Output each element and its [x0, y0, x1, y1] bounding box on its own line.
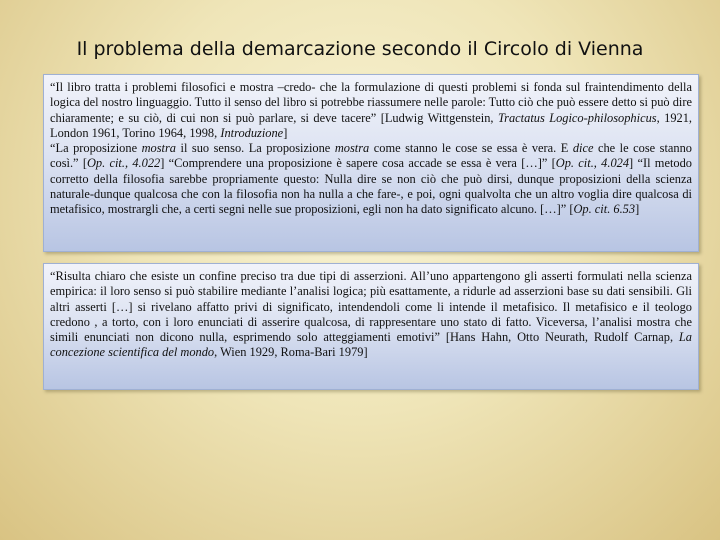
quote-text: ] [635, 202, 640, 217]
quote-paragraph-manifesto [50, 269, 692, 361]
book-title: La concezione scientifica del mondo [50, 330, 692, 360]
emphasis: dice [572, 141, 594, 156]
book-title: Tractatus Logico-philosophicus [497, 110, 657, 125]
quote-text: “Risulta chiaro che esiste un confine preciso tra due tipi di asserzioni. All’uno appartengono gli asserti formulati nella scienza empirica: il loro senso si può stabilire mediante l’analisi logica; più esattamente, a ridurle ad asserzioni base su dati sensibili. Gli altri asserti […] si rivelano affatto privi di significato, intendendoli come li intende il metafisico. Il metafisico e il teologo credono , a torto, con i loro enunciati di asserire qualcosa, di rappresentare uno stato di fatto. Viceversa, l’analisi mostra che simili enunciati non dicono nulla, esprimendo solo atteggiamenti emotivi” [Hans Hahn, Otto Neurath, Rudolf Carnap, [50, 269, 692, 345]
vienna-circle-quote-box [43, 263, 699, 390]
citation-section: Introduzione [220, 125, 284, 140]
citation: Op. cit. 6.53 [573, 202, 636, 217]
slide-title: Il problema della demarcazione secondo il Circolo di Vienna [76, 38, 644, 60]
quote-text: il suo senso. La proposizione [176, 141, 335, 156]
quote-text: “Il libro tratta i problemi filosofici e mostra –credo- che la formulazione di questi problemi si fonda sul fraintendimento della logica del nostro linguaggio. Tutto il senso del libro si potrebbe riassumere nelle parole: Tutto ciò che può essere detto si può dire chiaramente; e su ciò, di cui non si può parlare, si deve tacere” [Ludwig Wittgenstein, [50, 80, 692, 125]
quote-text: che le cose stanno così.” [ [50, 141, 692, 171]
quote-text: ] “Comprendere una proposizione è sapere cosa accade se essa è vera […]” [ [160, 156, 556, 171]
quote-text: come stanno le cose se essa è vera. E [369, 141, 573, 156]
emphasis: mostra [334, 141, 370, 156]
quote-text: “La proposizione [50, 141, 142, 156]
quote-text: , Wien 1929, Roma-Bari 1979] [214, 345, 368, 360]
quote-paragraph-proposition [50, 141, 692, 217]
quote-text: , 1921, London 1961, Torino 1964, 1998, [50, 110, 692, 140]
quote-paragraph-tractatus [50, 80, 692, 141]
citation: Op. cit., 4.022 [86, 156, 161, 171]
wittgenstein-quote-box [43, 74, 699, 252]
quote-text: ] “Il metodo corretto della filosofia sarebbe propriamente questo: Nulla dire se non ciò che può dirsi, dunque proposizioni della scienza naturale-dunque qualcosa che con la filosofia non ha nulla a che fare-, e poi, ogni qualvolta che un altro voglia dire qualcosa di metafisico, mostrargli che, a certi segni nelle sue proposizioni, egli non ha dato significato alcuno. […]” [ [50, 156, 692, 217]
citation: Op. cit., 4.024 [555, 156, 630, 171]
emphasis: mostra [141, 141, 177, 156]
quote-text: ] [283, 125, 288, 140]
